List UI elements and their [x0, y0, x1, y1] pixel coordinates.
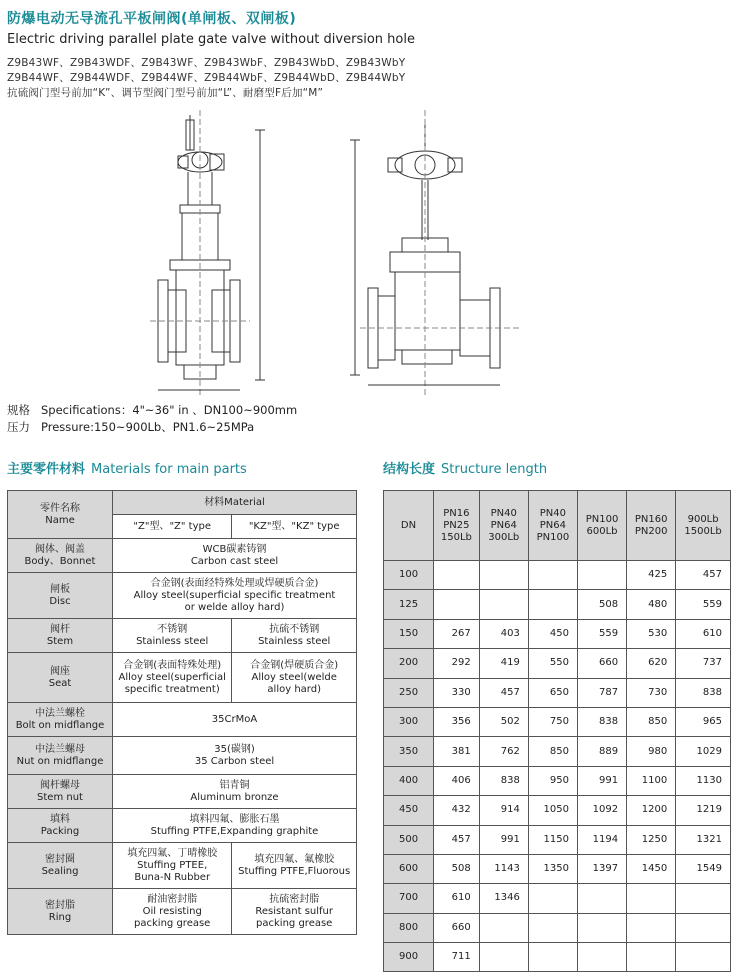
material-row — [8, 703, 357, 737]
cell-line: Stainless steel — [258, 635, 331, 647]
length-cell: 660 — [434, 913, 480, 942]
dn-cell: 800 — [384, 913, 434, 942]
length-cell: 406 — [434, 766, 480, 795]
length-cell: 1321 — [676, 825, 731, 854]
material-row — [8, 653, 357, 703]
length-cell: 610 — [434, 884, 480, 913]
length-cell — [434, 590, 480, 619]
table-row — [384, 884, 731, 913]
dn-cell: 700 — [384, 884, 434, 913]
material-cell — [113, 703, 357, 737]
cell-line: 150Lb — [440, 531, 472, 543]
cell-line: 填充四氟、氟橡胶 — [254, 853, 335, 865]
length-cell — [627, 884, 676, 913]
structure-title-en: Structure length — [441, 462, 548, 477]
cell-line: Oil resisting — [142, 905, 202, 917]
cell-line: 1500Lb — [684, 525, 722, 537]
length-cell — [528, 590, 577, 619]
material-cell — [113, 539, 357, 573]
length-cell: 403 — [479, 619, 528, 648]
cell-line: 填充四氟、丁晴橡胶 — [127, 847, 218, 859]
length-cell — [479, 590, 528, 619]
header-material: 材料Material — [113, 491, 357, 515]
material-cell — [113, 889, 232, 935]
cell-line: PN40 — [539, 507, 567, 519]
table-row — [384, 796, 731, 825]
material-cell — [232, 619, 357, 653]
length-cell — [479, 561, 528, 590]
dn-cell: 400 — [384, 766, 434, 795]
part-name — [8, 573, 113, 619]
length-cell: 508 — [434, 854, 480, 883]
material-row — [8, 843, 357, 889]
cell-line: DN — [400, 519, 417, 531]
length-cell: 914 — [479, 796, 528, 825]
cell-line: Stuffing PTFE,Expanding graphite — [150, 825, 319, 837]
length-cell — [577, 884, 626, 913]
page-title-en: Electric driving parallel plate gate valve without diversion hole — [7, 32, 415, 47]
length-cell: 737 — [676, 649, 731, 678]
length-cell — [577, 943, 626, 972]
material-cell — [113, 573, 357, 619]
part-name — [8, 889, 113, 935]
cell-line: Body、Bonnet — [24, 555, 96, 567]
header-type-z: "Z"型、"Z" type — [113, 515, 232, 539]
model-line: Z9B44WF、Z9B44WDF、Z9B44WF、Z9B44WbF、Z9B44WbD、Z9B44WbY — [7, 72, 406, 84]
material-cell — [113, 775, 357, 809]
cell-line: 不锈钢 — [157, 623, 188, 635]
length-cell — [627, 943, 676, 972]
part-name — [8, 539, 113, 573]
header-type-kz: "KZ"型、"KZ" type — [232, 515, 357, 539]
length-cell: 267 — [434, 619, 480, 648]
pressure-label: 压力 — [7, 420, 30, 434]
cell-line: Aluminum bronze — [190, 791, 279, 803]
cell-line: 35(碳钢) — [214, 743, 255, 755]
length-cell: 730 — [627, 678, 676, 707]
length-cell — [676, 884, 731, 913]
dn-cell: 100 — [384, 561, 434, 590]
page-title-cn: 防爆电动无导流孔平板闸阀(单闸板、双闸板) — [7, 11, 297, 27]
dn-cell: 250 — [384, 678, 434, 707]
table-row — [384, 737, 731, 766]
cell-line: PN16 — [443, 507, 470, 519]
dn-cell: 150 — [384, 619, 434, 648]
material-row — [8, 809, 357, 843]
length-cell — [627, 913, 676, 942]
model-note: 抗硫阀门型号前加“K”、调节型阀门型号前加“L”、耐磨型F后加“M” — [7, 87, 324, 99]
material-row — [8, 619, 357, 653]
table-row — [384, 766, 731, 795]
dn-cell: 200 — [384, 649, 434, 678]
length-cell — [676, 943, 731, 972]
material-row — [8, 889, 357, 935]
cell-line: 铝青铜 — [219, 779, 250, 791]
length-cell — [528, 561, 577, 590]
cell-line: 35CrMoA — [211, 713, 258, 725]
material-cell — [113, 843, 232, 889]
part-name — [8, 843, 113, 889]
cell-line: 合金钢(表面特殊处理) — [123, 659, 222, 671]
length-cell — [528, 913, 577, 942]
cell-line: Seat — [48, 677, 72, 689]
length-cell: 838 — [479, 766, 528, 795]
valve-drawing — [140, 110, 600, 395]
pressure-value: Pressure:150~900Lb、PN1.6~25MPa — [41, 420, 255, 434]
cell-line: 阀杆 — [50, 623, 70, 635]
structure-table — [383, 490, 731, 972]
length-cell: 991 — [577, 766, 626, 795]
cell-line: 抗硫密封脂 — [269, 893, 320, 905]
cell-line: 中法兰螺栓 — [35, 707, 85, 719]
cell-line: PN40 — [490, 507, 517, 519]
cell-line: Ring — [48, 911, 72, 923]
cell-line: Stainless steel — [136, 635, 209, 647]
length-cell: 1219 — [676, 796, 731, 825]
length-cell — [528, 943, 577, 972]
cell-line: PN200 — [634, 525, 668, 537]
materials-title — [7, 458, 247, 477]
length-cell: 980 — [627, 737, 676, 766]
material-cell — [113, 653, 232, 703]
length-cell: 850 — [627, 707, 676, 736]
cell-line: packing grease — [134, 917, 211, 929]
length-cell: 1194 — [577, 825, 626, 854]
cell-line: 密封圈 — [45, 853, 75, 865]
material-row — [8, 573, 357, 619]
materials-title-cn: 主要零件材料 — [7, 462, 86, 477]
table-row — [384, 561, 731, 590]
cell-line: or welde alloy hard) — [184, 601, 285, 613]
length-cell: 889 — [577, 737, 626, 766]
cell-line: 填料四氟、膨胀石墨 — [189, 813, 280, 825]
cell-line: specific treatment) — [124, 683, 220, 695]
length-cell: 1029 — [676, 737, 731, 766]
length-cell: 1092 — [577, 796, 626, 825]
dn-cell: 300 — [384, 707, 434, 736]
length-cell: 660 — [577, 649, 626, 678]
table-row — [384, 825, 731, 854]
table-row — [384, 619, 731, 648]
length-cell: 502 — [479, 707, 528, 736]
table-row — [384, 649, 731, 678]
cell-line: Alloy steel(superficial specific treatment — [133, 589, 336, 601]
cell-line: Alloy steel(welde — [251, 671, 337, 683]
length-cell: 330 — [434, 678, 480, 707]
spec-label: 规格 — [7, 403, 30, 417]
length-cell: 292 — [434, 649, 480, 678]
cell-line: 阀体、阀盖 — [35, 543, 85, 555]
material-cell — [232, 843, 357, 889]
length-cell: 450 — [528, 619, 577, 648]
structure-title-cn: 结构长度 — [383, 462, 436, 477]
length-cell: 610 — [676, 619, 731, 648]
cell-line: Disc — [49, 595, 71, 607]
length-cell: 559 — [676, 590, 731, 619]
model-line: Z9B43WF、Z9B43WDF、Z9B43WF、Z9B43WbF、Z9B43WbD、Z9B43WbY — [7, 57, 406, 69]
materials-table — [7, 490, 357, 935]
cell-line: PN100 — [585, 513, 619, 525]
length-cell: 1150 — [528, 825, 577, 854]
length-cell: 457 — [434, 825, 480, 854]
cell-line: 合金钢(表面经特殊处理或焊硬质合金) — [150, 577, 319, 589]
length-cell: 1130 — [676, 766, 731, 795]
cell-line: 900Lb — [687, 513, 719, 525]
cell-line: 耐油密封脂 — [147, 893, 198, 905]
cell-line: Sealing — [41, 865, 79, 877]
material-row — [8, 539, 357, 573]
material-cell — [113, 809, 357, 843]
dn-cell: 450 — [384, 796, 434, 825]
cell-line: Alloy steel(superficial — [118, 671, 226, 683]
length-cell: 1200 — [627, 796, 676, 825]
length-cell — [479, 913, 528, 942]
cell-line: PN25 — [443, 519, 470, 531]
cell-line: PN64 — [490, 519, 517, 531]
material-row — [8, 775, 357, 809]
length-cell: 1143 — [479, 854, 528, 883]
cell-line: 合金钢(焊硬质合金) — [250, 659, 339, 671]
material-cell — [232, 653, 357, 703]
dn-cell: 900 — [384, 943, 434, 972]
length-cell: 787 — [577, 678, 626, 707]
part-name — [8, 775, 113, 809]
column-header — [479, 491, 528, 561]
length-cell — [676, 913, 731, 942]
cell-line: packing grease — [256, 917, 333, 929]
cell-line: Packing — [40, 825, 80, 837]
length-cell: 419 — [479, 649, 528, 678]
materials-title-en: Materials for main parts — [91, 462, 247, 477]
length-cell: 559 — [577, 619, 626, 648]
cell-line: Buna-N Rubber — [134, 871, 211, 883]
length-cell: 650 — [528, 678, 577, 707]
column-header — [528, 491, 577, 561]
cell-line: 300Lb — [488, 531, 520, 543]
cell-line: Carbon cast steel — [190, 555, 279, 567]
length-cell: 991 — [479, 825, 528, 854]
specifications — [7, 402, 297, 436]
column-header — [676, 491, 731, 561]
table-row — [384, 943, 731, 972]
length-cell: 1549 — [676, 854, 731, 883]
cell-line: Resistant sulfur — [255, 905, 334, 917]
length-cell — [577, 913, 626, 942]
material-cell — [232, 889, 357, 935]
cell-line: 填料 — [50, 813, 70, 825]
part-name — [8, 809, 113, 843]
length-cell: 1050 — [528, 796, 577, 825]
length-cell — [479, 943, 528, 972]
table-row — [384, 678, 731, 707]
length-cell: 550 — [528, 649, 577, 678]
length-cell: 480 — [627, 590, 676, 619]
table-row — [384, 707, 731, 736]
length-cell: 1250 — [627, 825, 676, 854]
length-cell: 1397 — [577, 854, 626, 883]
part-name — [8, 703, 113, 737]
length-cell: 1346 — [479, 884, 528, 913]
cell-line: alloy hard) — [267, 683, 321, 695]
cell-line: Bolt on midflange — [15, 719, 105, 731]
table-row — [384, 854, 731, 883]
column-header — [627, 491, 676, 561]
length-cell: 508 — [577, 590, 626, 619]
column-header — [434, 491, 480, 561]
table-row — [384, 590, 731, 619]
cell-line: 阀座 — [50, 665, 70, 677]
cell-line: 抗硫不锈钢 — [269, 623, 320, 635]
length-cell: 1100 — [627, 766, 676, 795]
dn-cell: 125 — [384, 590, 434, 619]
model-list — [7, 56, 405, 101]
length-cell: 950 — [528, 766, 577, 795]
cell-line: 闸板 — [50, 583, 70, 595]
length-cell — [577, 561, 626, 590]
length-cell: 965 — [676, 707, 731, 736]
part-name — [8, 653, 113, 703]
length-cell: 838 — [577, 707, 626, 736]
dn-cell: 600 — [384, 854, 434, 883]
structure-title — [383, 458, 547, 477]
length-cell: 432 — [434, 796, 480, 825]
cell-line: 35 Carbon steel — [194, 755, 275, 767]
cell-line: Stem nut — [37, 791, 83, 803]
cell-line: WCB碳素铸钢 — [202, 543, 267, 555]
cell-line: 密封脂 — [45, 899, 75, 911]
cell-line: PN160 — [634, 513, 668, 525]
length-cell — [434, 561, 480, 590]
material-cell — [113, 619, 232, 653]
cell-line: PN64 — [539, 519, 567, 531]
length-cell: 356 — [434, 707, 480, 736]
length-cell: 620 — [627, 649, 676, 678]
length-cell: 850 — [528, 737, 577, 766]
length-cell — [528, 884, 577, 913]
cell-line: 中法兰螺母 — [35, 743, 85, 755]
length-cell: 1450 — [627, 854, 676, 883]
length-cell: 457 — [676, 561, 731, 590]
material-row — [8, 737, 357, 775]
cell-line: Stuffing PTFE,Fluorous — [238, 865, 351, 877]
header-name-en: Name — [45, 514, 75, 526]
length-cell: 530 — [627, 619, 676, 648]
length-cell: 838 — [676, 678, 731, 707]
dn-cell: 350 — [384, 737, 434, 766]
column-header — [577, 491, 626, 561]
cell-line: Nut on midflange — [16, 755, 104, 767]
length-cell: 1350 — [528, 854, 577, 883]
cell-line: Stem — [46, 635, 74, 647]
header-name-cn: 零件名称 — [40, 502, 80, 514]
table-row — [384, 913, 731, 942]
cell-line: PN100 — [536, 531, 570, 543]
part-name — [8, 737, 113, 775]
length-cell: 762 — [479, 737, 528, 766]
length-cell: 425 — [627, 561, 676, 590]
header-name — [8, 491, 113, 539]
part-name — [8, 619, 113, 653]
length-cell: 711 — [434, 943, 480, 972]
cell-line: Stuffing PTEE, — [137, 859, 208, 871]
cell-line: 阀杆螺母 — [40, 779, 80, 791]
column-header — [384, 491, 434, 561]
dn-cell: 500 — [384, 825, 434, 854]
length-cell: 457 — [479, 678, 528, 707]
spec-value: Specifications：4"~36" in 、DN100~900mm — [41, 403, 298, 417]
cell-line: 600Lb — [586, 525, 618, 537]
length-cell: 381 — [434, 737, 480, 766]
length-cell: 750 — [528, 707, 577, 736]
material-cell — [113, 737, 357, 775]
